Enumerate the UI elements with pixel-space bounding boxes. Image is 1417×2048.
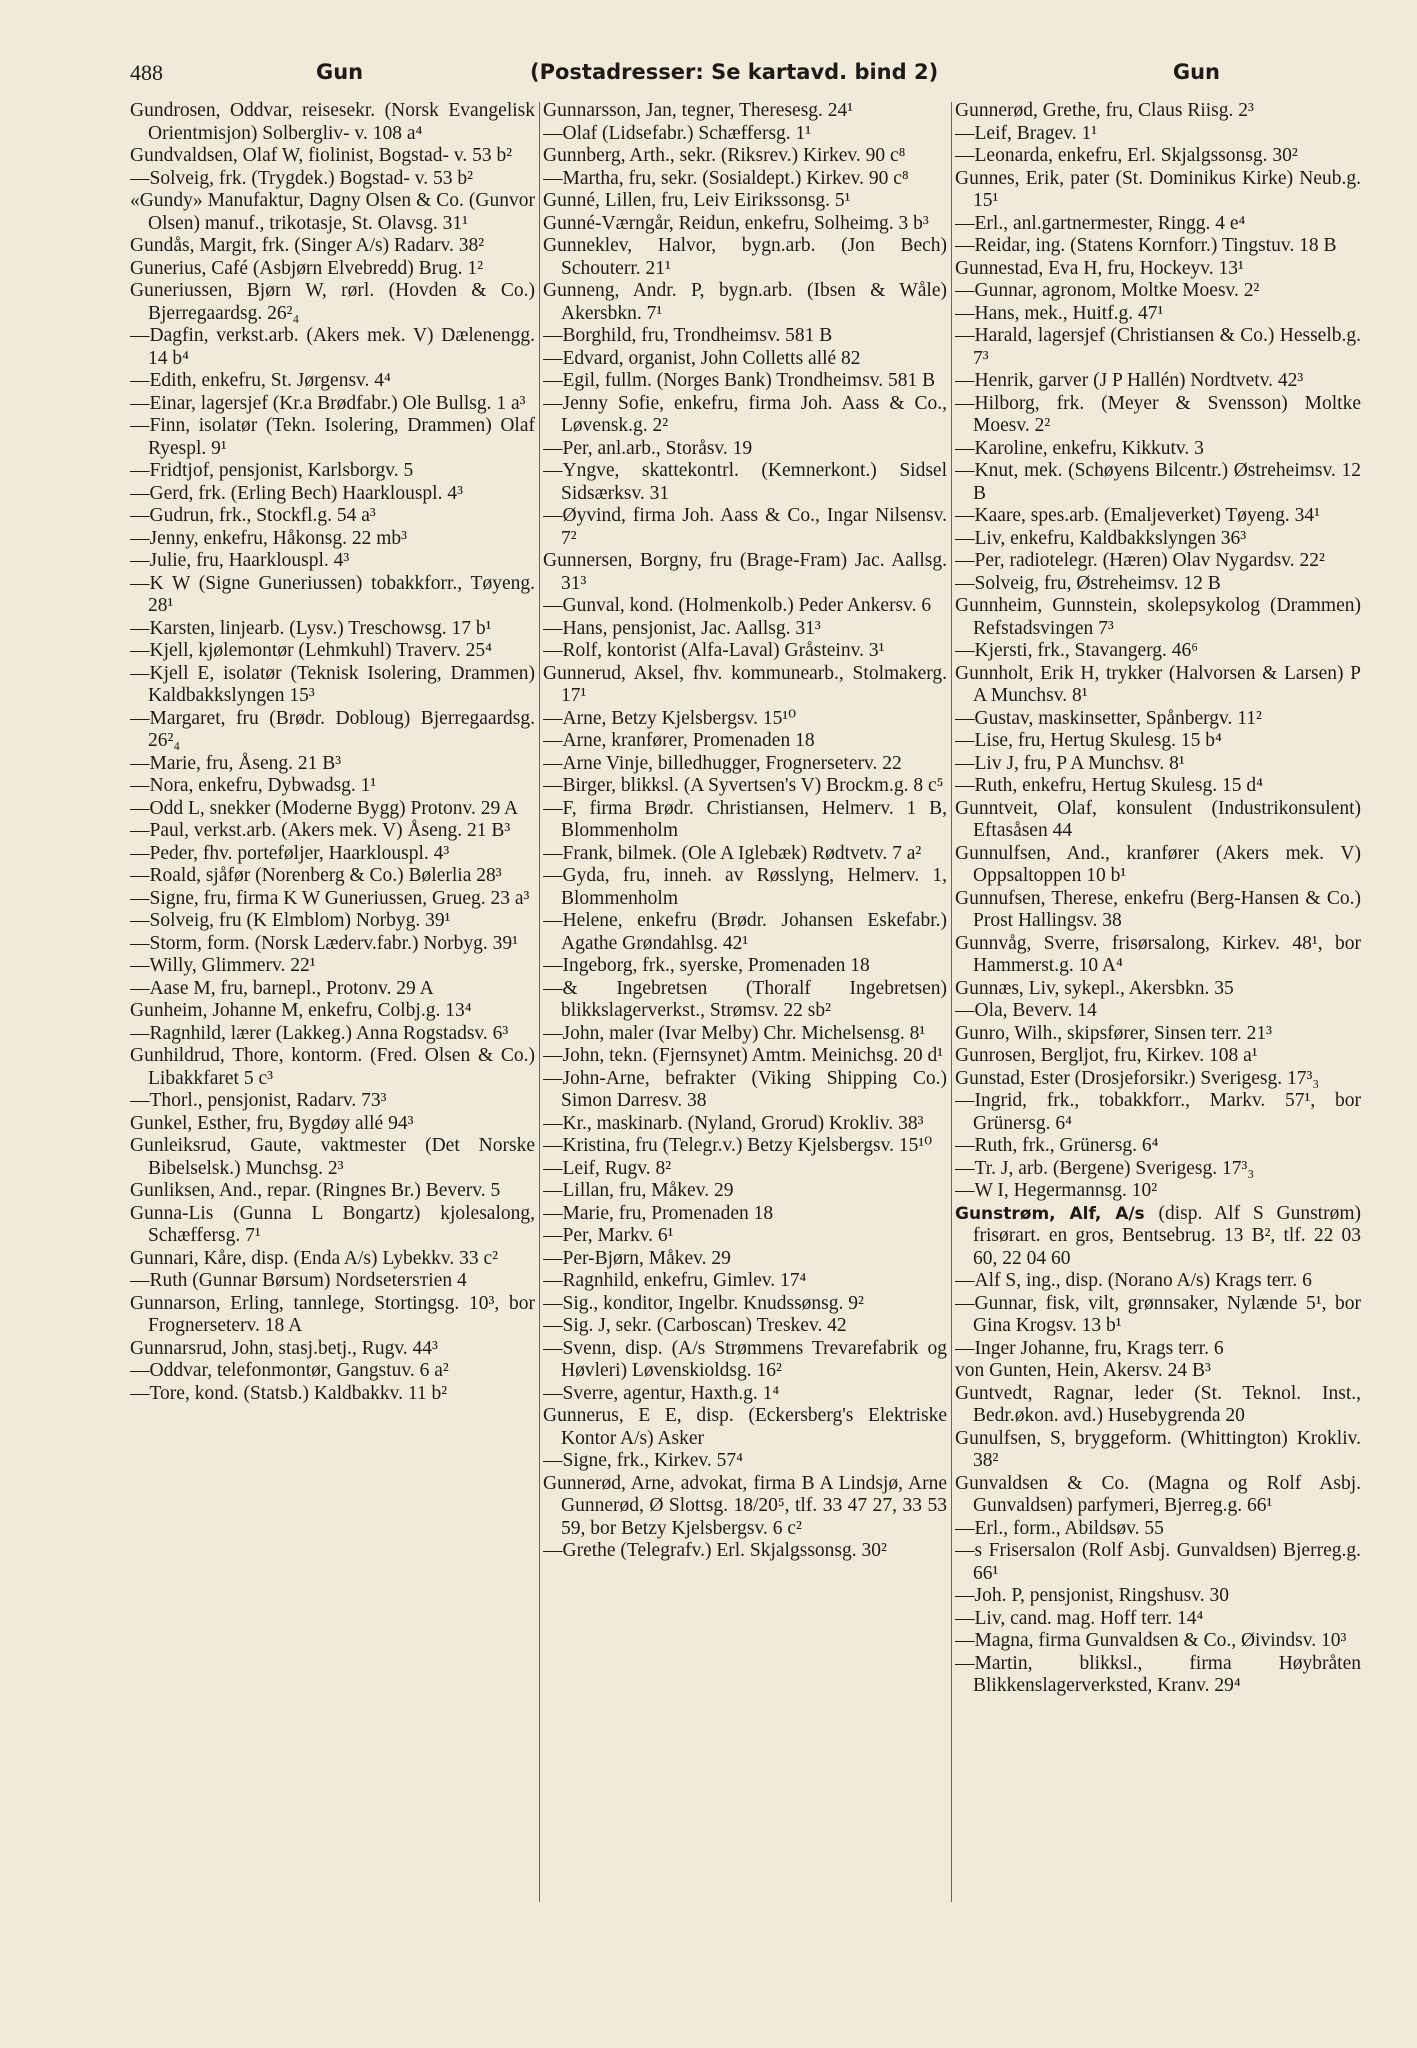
directory-entry: —Margaret, fru (Brødr. Dobloug) Bjerregaardsg. 26²₄ (130, 707, 535, 751)
directory-entry: Gundvaldsen, Olaf W, fiolinist, Bogstad- v. 53 b² (130, 145, 513, 166)
directory-entry: Gunerius, Café (Asbjørn Elvebredd) Brug. 1² (130, 257, 483, 279)
directory-entry: —Ruth (Gunnar Børsum) Nordsetersтien 4 (130, 1270, 467, 1291)
directory-entry: Gunnerud, Aksel, fhv. kommunearb., Stolmakerg. 17¹ (543, 662, 947, 706)
directory-entry: —Kjersti, frk., Stavangerg. 46⁶ (955, 640, 1199, 661)
directory-entry: —Reidar, ing. (Statens Kornforr.) Tingstuv. 18 B (955, 235, 1337, 256)
directory-entry: Gunkel, Esther, fru, Bygdøy allé 94³ (130, 1112, 414, 1134)
directory-entry: —Ingeborg, frk., syerske, Promenaden 18 (543, 955, 870, 976)
directory-entry: von Gunten, Hein, Akersv. 24 B³ (955, 1360, 1211, 1381)
directory-entry: —K W (Signe Guneriussen) tobakkforr., Tøyeng. 28¹ (130, 572, 535, 616)
directory-entry: Gunné, Lillen, fru, Leiv Eirikssonsg. 5¹ (543, 190, 851, 211)
directory-entry: —Solveig, frk. (Trygdek.) Bogstad- v. 53 b² (130, 167, 473, 189)
directory-entry: —Liv J, fru, P A Munchsv. 8¹ (955, 752, 1185, 774)
directory-entry: Gunheim, Johanne M, enkefru, Colbj.g. 13⁴ (130, 1000, 472, 1021)
directory-entry: —Dagfin, verkst.arb. (Akers mek. V) Dælenengg. 14 b⁴ (130, 325, 535, 369)
directory-entry: —Joh. P, pensjonist, Ringshusv. 30 (955, 1585, 1229, 1606)
directory-entry: Gunnufsen, Therese, enkefru (Berg-Hansen & Co.) Prost Hallingsv. 38 (955, 887, 1361, 931)
entry-firm-name: Gunstrøm, Alf, A/s (955, 1203, 1159, 1224)
column-divider (951, 102, 952, 1902)
directory-entry: —Aase M, fru, barnepl., Protonv. 29 A (130, 977, 434, 999)
directory-entry: Gunnulfsen, And., kranfører (Akers mek. V) Oppsaltoppen 10 b¹ (955, 842, 1361, 886)
directory-entry: —Gudrun, frk., Stockfl.g. 54 a³ (130, 505, 376, 526)
directory-entry: —Gustav, maskinsetter, Spånbergv. 11² (955, 707, 1262, 729)
directory-entry: —Martin, blikksl., firma Høybråten Blikkenslagerverksted, Kranv. 29⁴ (955, 1652, 1361, 1696)
directory-entry: —Ruth, frk., Grünersg. 6⁴ (955, 1135, 1159, 1156)
directory-entry: —Borghild, fru, Trondheimsv. 581 B (543, 325, 833, 346)
directory-entry: —Yngve, skattekontrl. (Kemnerkont.) Sidsel Sidsærksv. 31 (543, 460, 947, 504)
directory-entry: —Birger, blikksl. (A Syvertsen's V) Brockm.g. 8 c⁵ (543, 775, 944, 796)
directory-entry: —Rolf, kontorist (Alfa-Laval) Gråsteinv. 3¹ (543, 640, 885, 661)
directory-entry: Gunnari, Kåre, disp. (Enda A/s) Lybekkv. 33 c² (130, 1247, 498, 1269)
directory-entry: —Per, anl.arb., Storåsv. 19 (543, 437, 753, 459)
directory-entry: Gunnarsson, Jan, tegner, Theresesg. 24¹ (543, 100, 854, 121)
directory-entry: —Magna, firma Gunvaldsen & Co., Øivindsv. 10³ (955, 1630, 1347, 1651)
directory-entry: Gunnvåg, Sverre, frisørsalong, Kirkev. 48¹, bor Hammerst.g. 10 A⁴ (955, 932, 1361, 976)
directory-entry: —John, maler (Ivar Melby) Chr. Michelsensg. 8¹ (543, 1022, 926, 1044)
directory-entry: —Egil, fullm. (Norges Bank) Trondheimsv. 581 B (543, 370, 936, 391)
directory-entry: —Erl., anl.gartnermester, Ringg. 4 e⁴ (955, 212, 1246, 234)
directory-entry: —Marie, fru, Promenaden 18 (543, 1202, 774, 1224)
directory-entry: Gunnestad, Eva H, fru, Hockeyv. 13¹ (955, 257, 1244, 279)
page-number: 488 (130, 60, 163, 85)
directory-entry: —Kaare, spes.arb. (Emaljeverket) Tøyeng. 34¹ (955, 505, 1321, 526)
directory-entry: Gunneklev, Halvor, bygn.arb. (Jon Bech) Schouterr. 21¹ (543, 235, 947, 279)
directory-entry: —Gunnar, agronom, Moltke Moesv. 2² (955, 280, 1260, 301)
directory-entry: —Kjell E, isolatør (Teknisk Isolering, Drammen) Kaldbakkslyngen 15³ (130, 662, 535, 706)
directory-entry: —Arne, kranfører, Promenaden 18 (543, 730, 815, 751)
directory-entry: —Per, radiotelegr. (Hæren) Olav Nygardsv. 22² (955, 550, 1325, 571)
directory-entry: —Sverre, agentur, Haxth.g. 1⁴ (543, 1382, 780, 1404)
directory-entry: Gunnerød, Arne, advokat, firma B A Lindsjø, Arne Gunnerød, Ø Slottsg. 18/20⁵, tlf. 33 47 27, 33 53 59, bor Betzy Kjelsbergsv. 6 c² (543, 1472, 947, 1539)
directory-entry: Gunnholt, Erik H, trykker (Halvorsen & Larsen) P A Munchsv. 8¹ (955, 662, 1361, 706)
directory-entry: Gunvaldsen & Co. (Magna og Rolf Asbj. Gunvaldsen) parfymeri, Bjerreg.g. 66¹ (955, 1472, 1361, 1516)
directory-entry: —Martha, fru, sekr. (Sosialdept.) Kirkev. 90 c⁸ (543, 167, 909, 189)
directory-entry: —Solveig, fru, Østreheimsv. 12 B (955, 572, 1221, 594)
directory-entry: —Henrik, garver (J P Hallén) Nordtvetv. 42³ (955, 370, 1304, 391)
directory-entry: —Sig. J, sekr. (Carboscan) Treskev. 42 (543, 1315, 847, 1336)
directory-entry: Gunliksen, And., repar. (Ringnes Br.) Beverv. 5 (130, 1180, 501, 1201)
directory-entry: —Ruth, enkefru, Hertug Skulesg. 15 d⁴ (955, 775, 1263, 796)
directory-entry: —Hilborg, frk. (Meyer & Svensson) Moltke Moesv. 2² (955, 392, 1361, 436)
directory-entry: Gunnes, Erik, pater (St. Dominikus Kirke) Neub.g. 15¹ (955, 167, 1361, 211)
directory-entry: —Karoline, enkefru, Kikkutv. 3 (955, 437, 1204, 459)
directory-entry: —Sig., konditor, Ingelbr. Knudssønsg. 9² (543, 1292, 864, 1314)
directory-entry: Gunnerus, E E, disp. (Eckersberg's Elektriske Kontor A/s) Asker (543, 1405, 947, 1449)
directory-entry: —Nora, enkefru, Dybwadsg. 1¹ (130, 775, 377, 796)
directory-entry: —Fridtjof, pensjonist, Karlsborgv. 5 (130, 460, 414, 481)
directory-entry: —& Ingebretsen (Thoralf Ingebretsen) blikkslagerverkst., Strømsv. 22 sb² (543, 977, 947, 1021)
directory-entry: —Knut, mek. (Schøyens Bilcentr.) Østreheimsv. 12 B (955, 460, 1361, 504)
directory-entry: —Jenny, enkefru, Håkonsg. 22 mb³ (130, 527, 407, 549)
directory-entry: Guntvedt, Ragnar, leder (St. Teknol. Inst., Bedr.økon. avd.) Husebygrenda 20 (955, 1382, 1361, 1426)
directory-entry: —W I, Hegermannsg. 10² (955, 1180, 1158, 1201)
directory-entry: —Øyvind, firma Joh. Aass & Co., Ingar Nilsensv. 7² (543, 505, 947, 549)
directory-entry: —Willy, Glimmerv. 22¹ (130, 955, 316, 976)
directory-entry: Gunnerød, Grethe, fru, Claus Riisg. 2³ (955, 100, 1254, 121)
directory-entry: Gundrosen, Oddvar, reisesekr. (Norsk Evangelisk Orientmisjon) Solbergliv- v. 108 a⁴ (130, 100, 535, 144)
directory-entry: —John-Arne, befrakter (Viking Shipping Co.) Simon Darresv. 38 (543, 1067, 947, 1111)
directory-entry: Gunleiksrud, Gaute, vaktmester (Det Norske Bibelselsk.) Munchsg. 2³ (130, 1135, 535, 1179)
directory-entry: —Signe, frk., Kirkev. 57⁴ (543, 1450, 743, 1471)
directory-entry: —Svenn, disp. (A/s Strømmens Trevarefabrik og Høvleri) Løvenskioldsg. 16² (543, 1337, 947, 1381)
header-right-keyword: Gun (1172, 60, 1220, 84)
directory-entry: —Liv, enkefru, Kaldbakkslyngen 36³ (955, 527, 1247, 549)
directory-entry: —Edith, enkefru, St. Jørgensv. 4⁴ (130, 370, 391, 391)
directory-entry: —Odd L, snekker (Moderne Bygg) Protonv. 29 A (130, 797, 519, 819)
directory-entry: —Kjell, kjølemontør (Lehmkuhl) Traverv. 25⁴ (130, 640, 492, 661)
directory-entry: —Hans, pensjonist, Jac. Aallsg. 31³ (543, 617, 821, 639)
directory-entry: Gunstrøm, Alf, A/s (disp. Alf S Gunstrøm) frisørart. en gros, Bentsebrug. 13 B², tlf. 22 03 60, 22 04 60 (955, 1202, 1361, 1269)
directory-entry: —Finn, isolatør (Tekn. Isolering, Drammen) Olaf Ryespl. 9¹ (130, 415, 535, 459)
directory-entry: Gunntveit, Olaf, konsulent (Industrikonsulent) Eftasåsen 44 (955, 797, 1361, 841)
directory-entry: Gunnberg, Arth., sekr. (Riksrev.) Kirkev. 90 c⁸ (543, 145, 906, 166)
directory-entry: —Liv, cand. mag. Hoff terr. 14⁴ (955, 1607, 1204, 1629)
directory-entry: Gunnarson, Erling, tannlege, Stortingsg. 10³, bor Frognerseterv. 18 A (130, 1292, 535, 1336)
directory-entry: —Jenny Sofie, enkefru, firma Joh. Aass & Co., Løvensk.g. 2² (543, 392, 947, 436)
directory-entry: —Ingrid, frk., tobakkforr., Markv. 57¹, bor Grünersg. 6⁴ (955, 1090, 1361, 1134)
directory-entry: —Arne Vinje, billedhugger, Frognerseterv. 22 (543, 752, 902, 774)
directory-entry: —Gunval, kond. (Holmenkolb.) Peder Ankersv. 6 (543, 595, 932, 616)
directory-entry: —Gunnar, fisk, vilt, grønnsaker, Nylænde 5¹, bor Gina Krogsv. 13 b¹ (955, 1292, 1361, 1336)
directory-entry: —Erl., form., Abildsøv. 55 (955, 1517, 1164, 1539)
directory-entry: —Leif, Rugv. 8² (543, 1157, 672, 1179)
directory-entry: —Ragnhild, enkefru, Gimlev. 17⁴ (543, 1270, 807, 1291)
directory-entry: —Grethe (Telegrafv.) Erl. Skjalgssonsg. 30² (543, 1540, 887, 1561)
directory-entry: —John, tekn. (Fjernsynet) Amtm. Meinichsg. 20 d¹ (543, 1045, 944, 1066)
directory-entry: Gunnersen, Borgny, fru (Brage-Fram) Jac. Aallsg. 31³ (543, 550, 947, 594)
directory-entry: —Solveig, fru (K Elmblom) Norbyg. 39¹ (130, 910, 451, 931)
directory-entry: —Einar, lagersjef (Kr.a Brødfabr.) Ole Bullsg. 1 a³ (130, 392, 526, 414)
directory-entry: —Frank, bilmek. (Ole A Iglebæk) Rødtvetv. 7 a² (543, 842, 922, 864)
directory-entry: —Kr., maskinarb. (Nyland, Grorud) Krokliv. 38³ (543, 1112, 924, 1134)
directory-entry: —Storm, form. (Norsk Læderv.fabr.) Norbyg. 39¹ (130, 932, 519, 954)
directory-entry: —Lillan, fru, Måkev. 29 (543, 1180, 734, 1201)
directory-entry: Gunna-Lis (Gunna L Bongartz) kjolesalong, Schæffersg. 7¹ (130, 1202, 535, 1246)
directory-entry: Gunulfsen, S, bryggeform. (Whittington) Krokliv. 38² (955, 1427, 1361, 1471)
directory-entry: Gunrosen, Bergljot, fru, Kirkev. 108 a¹ (955, 1045, 1258, 1066)
directory-entry: Gunhildrud, Thore, kontorm. (Fred. Olsen & Co.) Libakkfaret 5 c³ (130, 1045, 535, 1089)
column-2 (543, 100, 947, 2030)
directory-entry: Gundås, Margit, frk. (Singer A/s) Radarv. 38² (130, 235, 485, 256)
directory-entry: —Olaf (Lidsefabr.) Schæffersg. 1¹ (543, 122, 812, 144)
directory-entry: Gunnheim, Gunnstein, skolepsykolog (Drammen) Refstadsvingen 7³ (955, 595, 1361, 639)
column-3 (955, 100, 1361, 2030)
column-divider (539, 102, 540, 1902)
directory-entry: Gunstad, Ester (Drosjeforsikr.) Sverigesg. 17³₃ (955, 1067, 1320, 1089)
directory-entry: —Ola, Beverv. 14 (955, 1000, 1097, 1021)
directory-entry: «Gundy» Manufaktur, Dagny Olsen & Co. (Gunvor Olsen) manuf., trikotasje, St. Olavsg. 31¹ (130, 190, 535, 234)
directory-entry: —Tr. J, arb. (Bergene) Sverigesg. 17³₃ (955, 1157, 1255, 1179)
directory-entry: Gunnæs, Liv, sykepl., Akersbkn. 35 (955, 977, 1234, 999)
directory-entry: —Peder, fhv. porteføljer, Haarklouspl. 4³ (130, 842, 450, 864)
header-postal-note: (Postadresser: Se kartavd. bind 2) (530, 60, 939, 84)
header-left-keyword: Gun (316, 60, 364, 84)
directory-entry: —Alf S, ing., disp. (Norano A/s) Krags terr. 6 (955, 1270, 1312, 1291)
directory-entry: —Per, Markv. 6¹ (543, 1225, 674, 1246)
directory-entry: —s Frisersalon (Rolf Asbj. Gunvaldsen) Bjerreg.g. 66¹ (955, 1540, 1361, 1584)
directory-entry: —Karsten, linjearb. (Lysv.) Treschowsg. 17 b¹ (130, 617, 492, 639)
directory-entry: —Ragnhild, lærer (Lakkeg.) Anna Rogstadsv. 6³ (130, 1022, 509, 1044)
directory-entry: —Edvard, organist, John Colletts allé 82 (543, 347, 861, 369)
directory-entry: —Helene, enkefru (Brødr. Johansen Eskefabr.) Agathe Grøndahlsg. 42¹ (543, 910, 947, 954)
directory-entry: —Kristina, fru (Telegr.v.) Betzy Kjelsbergsv. 15¹⁰ (543, 1135, 933, 1156)
directory-entry: Guneriussen, Bjørn W, rørl. (Hovden & Co.) Bjerregaardsg. 26²₄ (130, 280, 535, 324)
directory-entry: —Paul, verkst.arb. (Akers mek. V) Åseng. 21 B³ (130, 820, 511, 841)
directory-entry: Gunnarsrud, John, stasj.betj., Rugv. 44³ (130, 1337, 438, 1359)
directory-entry: Gunné-Værngår, Reidun, enkefru, Solheimg. 3 b³ (543, 212, 929, 234)
directory-entry: —Gerd, frk. (Erling Bech) Haarklouspl. 4³ (130, 482, 463, 504)
directory-entry: —Roald, sjåfør (Norenberg & Co.) Bølerlia 28³ (130, 865, 502, 886)
directory-entry: —F, firma Brødr. Christiansen, Helmerv. 1 B, Blommenholm (543, 797, 947, 841)
directory-entry: —Per-Bjørn, Måkev. 29 (543, 1247, 731, 1269)
directory-entry: Gunro, Wilh., skipsfører, Sinsen terr. 21³ (955, 1022, 1272, 1044)
directory-entry: —Harald, lagersjef (Christiansen & Co.) Hesselb.g. 7³ (955, 325, 1361, 369)
directory-entry: —Inger Johanne, fru, Krags terr. 6 (955, 1337, 1224, 1359)
directory-entry: —Signe, fru, firma K W Guneriussen, Grueg. 23 a³ (130, 887, 530, 909)
directory-entry: Gunneng, Andr. P, bygn.arb. (Ibsen & Wåle) Akersbkn. 7¹ (543, 280, 947, 324)
directory-entry: —Marie, fru, Åseng. 21 B³ (130, 752, 342, 774)
directory-entry: —Leif, Bragev. 1¹ (955, 122, 1098, 144)
directory-entry: —Thorl., pensjonist, Radarv. 73³ (130, 1090, 387, 1111)
directory-entry: —Tore, kond. (Statsb.) Kaldbakkv. 11 b² (130, 1382, 448, 1404)
directory-entry: —Hans, mek., Huitf.g. 47¹ (955, 302, 1164, 324)
directory-entry: —Oddvar, telefonmontør, Gangstuv. 6 a² (130, 1360, 449, 1381)
directory-entry: —Leonarda, enkefru, Erl. Skjalgssonsg. 30² (955, 145, 1298, 166)
page-header (130, 60, 1280, 92)
directory-entry: —Gyda, fru, inneh. av Røsslyng, Helmerv. 1, Blommenholm (543, 865, 947, 909)
directory-entry: —Arne, Betzy Kjelsbergsv. 15¹⁰ (543, 707, 797, 729)
directory-entry: —Lise, fru, Hertug Skulesg. 15 b⁴ (955, 730, 1222, 751)
directory-entry: —Julie, fru, Haarklouspl. 4³ (130, 550, 350, 571)
column-1 (130, 100, 535, 2030)
